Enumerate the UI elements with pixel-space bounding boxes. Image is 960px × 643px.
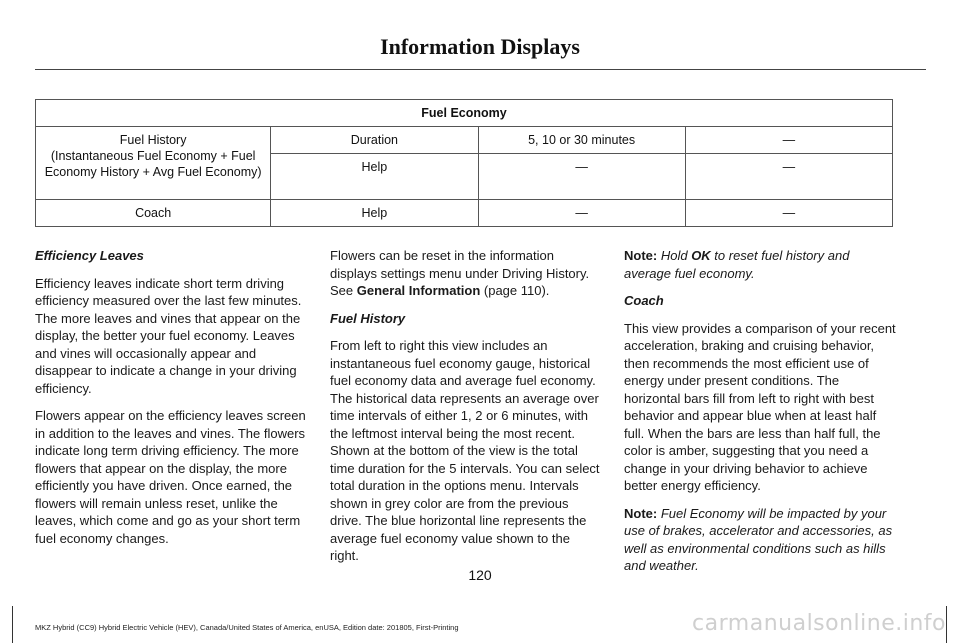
text: Hold [657, 248, 692, 263]
cross-reference-link[interactable]: General Information [356, 283, 481, 298]
table-header-row [36, 100, 893, 127]
table-cell: — [685, 127, 892, 154]
table-cell: — [478, 154, 685, 200]
table-row [36, 127, 893, 154]
heading-coach: Coach [624, 293, 664, 308]
table-cell: Help [271, 200, 478, 227]
text: to reset fuel history and average fuel economy. [624, 248, 850, 281]
note [624, 505, 896, 575]
table-cell: — [685, 154, 892, 200]
paragraph: Efficiency leaves indicate short term driving efficiency measured over the last few minutes. The more leaves and vines that appear on the display, the better your fuel economy. Leaves and vines will occasionally appear and disappear to indicate a change in your driving efficiency. [35, 275, 302, 396]
table-cell: — [685, 200, 892, 227]
column-left [35, 247, 307, 557]
column-right [624, 247, 896, 585]
text: Fuel Economy will be impacted by your use of brakes, accelerator and accessories, as well as environmental conditions such as hills and weather. [624, 505, 893, 573]
fuel-economy-table [35, 99, 893, 227]
watermark-logo: carmanualsonline.info [692, 611, 946, 636]
row-label-fuel-history: Fuel History (Instantaneous Fuel Economy + Fuel Economy History + Avg Fuel Economy) [36, 127, 271, 200]
table-cell: Help [271, 154, 478, 200]
paragraph: This view provides a comparison of your recent acceleration, braking and cruising behavior, then recommends the most efficient use of energy under present conditions. The horizontal bars fill from left to right with best behavior and appear blue when at least half full. When the bars are less than half full, the color is amber, suggesting that you need a change in your driving behavior to achieve better energy efficiency. [624, 320, 896, 493]
note-label: Note: [624, 248, 658, 263]
text: (page 110). [480, 283, 550, 298]
column-middle [330, 247, 602, 575]
page-title: Information Displays [380, 34, 580, 59]
table-cell: 5, 10 or 30 minutes [478, 127, 685, 154]
row-label-coach: Coach [36, 200, 271, 227]
table-cell: Duration [271, 127, 478, 154]
table-row [36, 200, 893, 227]
crop-mark [946, 606, 947, 643]
paragraph: From left to right this view includes an instantaneous fuel economy gauge, historical fuel economy data and average fuel economy. The historical data represents an average over time intervals of either 1, 2 or 6 minutes, with the leftmost interval being the most recent. Shown at the bottom of the view is the total time duration for the 5 intervals. You can select total duration in the options menu. Intervals shown in grey color are from the previous drive. The blue horizontal line represents the average fuel economy value shown to the right. [330, 338, 600, 563]
note-label: Note: [624, 505, 658, 521]
page-number: 120 [468, 567, 492, 583]
heading-efficiency-leaves: Efficiency Leaves [35, 248, 144, 263]
text: Flowers can be reset in the information displays settings menu under Driving History. See [330, 248, 590, 298]
heading-fuel-history: Fuel History [330, 310, 406, 326]
note [624, 247, 896, 282]
crop-mark [12, 606, 13, 643]
footer-edition-text: MKZ Hybrid (CC9) Hybrid Electric Vehicle (HEV), Canada/United States of America, enUSA, Edition date: 201805, First-Printing [35, 623, 459, 632]
header-divider [35, 69, 926, 70]
paragraph: Flowers appear on the efficiency leaves screen in addition to the leaves and vines. The flowers indicate long term driving efficiency. The more flowers that appear on the display, the more efficiently you have driven. Once earned, the flowers will remain unless reset, unlike the leaves, which come and go as your short term fuel economy changes. [35, 408, 306, 546]
paragraph [330, 247, 602, 300]
table-title: Fuel Economy [36, 100, 893, 127]
ok-key-label: OK [691, 248, 711, 263]
table-cell: — [478, 200, 685, 227]
